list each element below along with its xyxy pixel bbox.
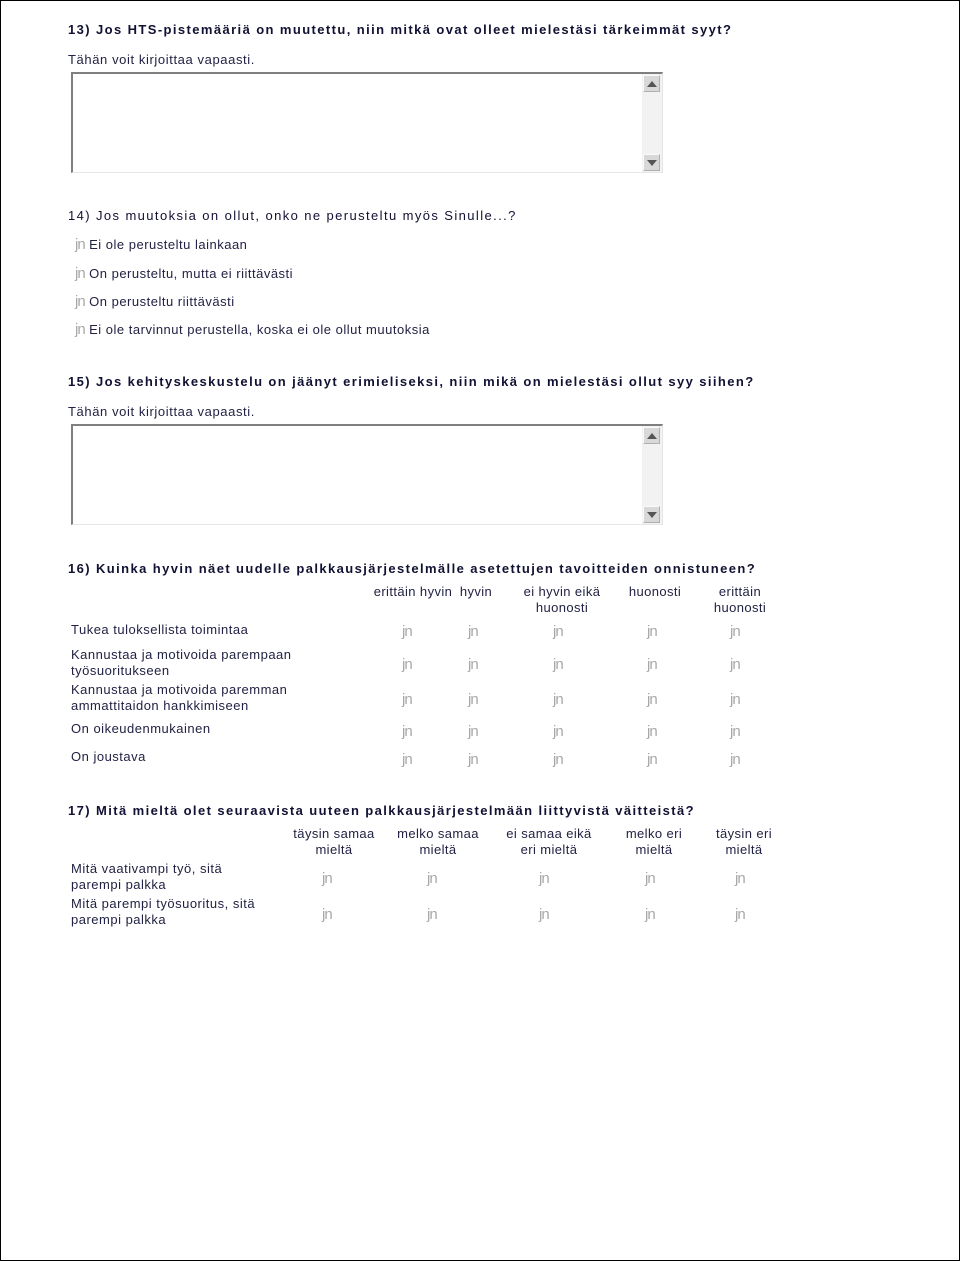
- radio-button-icon[interactable]: jn: [553, 751, 563, 768]
- radio-button-icon[interactable]: jn: [75, 265, 85, 282]
- radio-button-icon[interactable]: jn: [735, 870, 745, 887]
- q15-hint: Tähän voit kirjoittaa vapaasti.: [68, 404, 255, 419]
- radio-button-icon[interactable]: jn: [553, 723, 563, 740]
- radio-button-icon[interactable]: jn: [645, 870, 655, 887]
- q14-option-row[interactable]: [75, 265, 293, 283]
- radio-button-icon[interactable]: jn: [647, 623, 657, 640]
- radio-button-icon[interactable]: jn: [468, 623, 478, 640]
- q16-column-header: huonosti: [628, 584, 682, 599]
- radio-button-icon[interactable]: jn: [468, 691, 478, 708]
- q13-scrollbar[interactable]: [642, 74, 662, 172]
- q14-title: 14) Jos muutoksia on ollut, onko ne perusteltu myös Sinulle...?: [68, 208, 517, 223]
- q17-column-header: melko eri mieltä: [625, 826, 683, 857]
- radio-button-icon[interactable]: jn: [402, 723, 412, 740]
- q16-column-header: hyvin: [459, 584, 493, 599]
- radio-button-icon[interactable]: jn: [468, 723, 478, 740]
- q15-title: 15) Jos kehityskeskustelu on jäänyt erimieliseksi, niin mikä on mielestäsi ollut syy siihen?: [68, 374, 755, 389]
- radio-button-icon[interactable]: jn: [402, 751, 412, 768]
- triangle-down-icon: [647, 160, 657, 166]
- radio-button-icon[interactable]: jn: [647, 656, 657, 673]
- q17-column-header: täysin eri mieltä: [715, 826, 773, 857]
- q17-column-header: melko samaa mieltä: [397, 826, 479, 857]
- radio-button-icon[interactable]: jn: [735, 906, 745, 923]
- radio-button-icon[interactable]: jn: [322, 870, 332, 887]
- q16-column-header: erittäin huonosti: [713, 584, 767, 615]
- q14-option-row[interactable]: [75, 236, 247, 254]
- radio-button-icon[interactable]: jn: [730, 723, 740, 740]
- radio-button-icon[interactable]: jn: [730, 691, 740, 708]
- q14-option-label: Ei ole tarvinnut perustella, koska ei ole ollut muutoksia: [89, 322, 430, 337]
- q14-option-label: On perusteltu, mutta ei riittävästi: [89, 266, 294, 281]
- q16-row-label: Kannustaa ja motivoida parempaan työsuoritukseen: [71, 647, 292, 678]
- radio-button-icon[interactable]: jn: [647, 723, 657, 740]
- q16-column-header: ei hyvin eikä huonosti: [523, 584, 601, 615]
- radio-button-icon[interactable]: jn: [647, 751, 657, 768]
- q16-title: 16) Kuinka hyvin näet uudelle palkkausjärjestelmälle asetettujen tavoitteiden onnistuneen?: [68, 561, 757, 576]
- triangle-up-icon: [647, 81, 657, 87]
- q14-option-row[interactable]: [75, 293, 235, 311]
- radio-button-icon[interactable]: jn: [730, 656, 740, 673]
- q16-row-label: On oikeudenmukainen: [71, 721, 211, 736]
- q14-option-label: Ei ole perusteltu lainkaan: [89, 237, 248, 252]
- radio-button-icon[interactable]: jn: [427, 906, 437, 923]
- q14-option-row[interactable]: [75, 321, 430, 339]
- q15-scrollbar[interactable]: [642, 426, 662, 524]
- scroll-up-button[interactable]: [643, 75, 660, 92]
- q16-row-label: Tukea tuloksellista toimintaa: [71, 622, 249, 637]
- scroll-down-button[interactable]: [643, 154, 660, 171]
- q15-textarea[interactable]: [71, 424, 663, 525]
- radio-button-icon[interactable]: jn: [75, 321, 85, 338]
- q17-title: 17) Mitä mieltä olet seuraavista uuteen palkkausjärjestelmään liittyvistä väitteistä?: [68, 803, 695, 818]
- radio-button-icon[interactable]: jn: [553, 656, 563, 673]
- q17-row-label: Mitä parempi työsuoritus, sitä parempi palkka: [71, 896, 256, 927]
- q16-row-label: Kannustaa ja motivoida paremman ammattitaidon hankkimiseen: [71, 682, 288, 713]
- triangle-up-icon: [647, 433, 657, 439]
- q17-column-header: täysin samaa mieltä: [293, 826, 375, 857]
- q17-column-header: ei samaa eikä eri mieltä: [506, 826, 592, 857]
- triangle-down-icon: [647, 512, 657, 518]
- radio-button-icon[interactable]: jn: [553, 623, 563, 640]
- radio-button-icon[interactable]: jn: [647, 691, 657, 708]
- radio-button-icon[interactable]: jn: [75, 293, 85, 310]
- scroll-up-button[interactable]: [643, 427, 660, 444]
- radio-button-icon[interactable]: jn: [402, 623, 412, 640]
- radio-button-icon[interactable]: jn: [553, 691, 563, 708]
- q14-option-label: On perusteltu riittävästi: [89, 294, 235, 309]
- q16-column-header: erittäin hyvin: [373, 584, 453, 599]
- q13-title: 13) Jos HTS-pistemääriä on muutettu, niin mitkä ovat olleet mielestäsi tärkeimmät syyt?: [68, 22, 733, 37]
- radio-button-icon[interactable]: jn: [730, 751, 740, 768]
- radio-button-icon[interactable]: jn: [402, 691, 412, 708]
- radio-button-icon[interactable]: jn: [730, 623, 740, 640]
- radio-button-icon[interactable]: jn: [645, 906, 655, 923]
- scroll-down-button[interactable]: [643, 506, 660, 523]
- q13-hint: Tähän voit kirjoittaa vapaasti.: [68, 52, 255, 67]
- radio-button-icon[interactable]: jn: [75, 236, 85, 253]
- radio-button-icon[interactable]: jn: [322, 906, 332, 923]
- radio-button-icon[interactable]: jn: [539, 906, 549, 923]
- radio-button-icon[interactable]: jn: [427, 870, 437, 887]
- radio-button-icon[interactable]: jn: [468, 751, 478, 768]
- radio-button-icon[interactable]: jn: [402, 656, 412, 673]
- q17-row-label: Mitä vaativampi työ, sitä parempi palkka: [71, 861, 223, 892]
- q16-row-label: On joustava: [71, 749, 146, 764]
- radio-button-icon[interactable]: jn: [539, 870, 549, 887]
- radio-button-icon[interactable]: jn: [468, 656, 478, 673]
- q13-textarea[interactable]: [71, 72, 663, 173]
